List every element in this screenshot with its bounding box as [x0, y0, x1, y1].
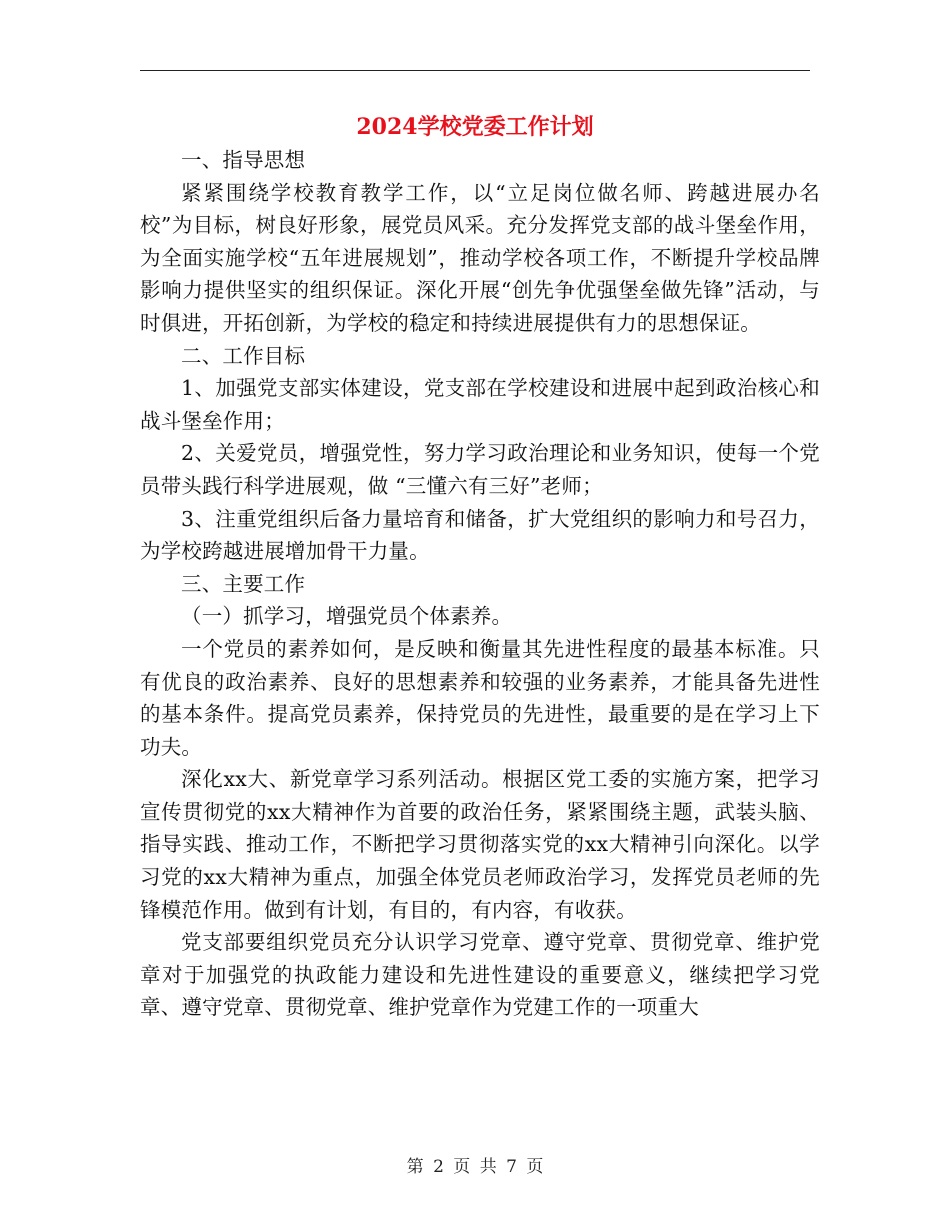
subsection-heading-study: （一）抓学习，增强党员个体素养。 — [181, 604, 513, 629]
section-heading-guiding-thought: 一、指导思想 — [181, 148, 306, 172]
goal-item-2: 2、关爱党员，增强党性，努力学习政治理论和业务知识，使每一个党员带头践行科学进展观，做 “三懂六有三好”老师； — [140, 441, 820, 498]
goal-item-1: 1、加强党支部实体建设，党支部在学校建设和进展中起到政治核心和战斗堡垒作用； — [140, 376, 820, 433]
section-heading-main-work: 三、主要工作 — [181, 571, 306, 596]
body-paragraph: 深化xx大、新党章学习系列活动。根据区党工委的实施方案，把学习宣传贯彻党的xx大精神作为首要的政治任务，紧紧围绕主题，武装头脑、指导实践、推动工作，不断把学习贯彻落实党的xx大精神引向深化。以学习党的xx大精神为重点，加强全体党员老师政治学习，发挥党员老师的先锋模范作用。做到有计划，有目的，有内容，有收获。 — [140, 767, 820, 922]
body-paragraph: 党支部要组织党员充分认识学习党章、遵守党章、贯彻党章、维护党章对于加强党的执政能力建设和先进性建设的重要意义，继续把学习党章、遵守党章、贯彻党章、维护党章作为党建工作的一项重大 — [140, 930, 820, 1020]
document-body — [140, 144, 820, 1024]
body-paragraph: 紧紧围绕学校教育教学工作，以“立足岗位做名师、跨越进展办名校”为目标，树良好形象，展党员风采。充分发挥党支部的战斗堡垒作用，为全面实施学校“五年进展规划”，推动学校各项工作，不断提升学校品牌影响力提供坚实的组织保证。深化开展“创先争优强堡垒做先锋”活动，与时俱进，开拓创新，为学校的稳定和持续进展提供有力的思想保证。 — [140, 180, 820, 335]
header-rule — [140, 70, 810, 71]
body-paragraph: 一个党员的素养如何，是反映和衡量其先进性程度的最基本标准。只有优良的政治素养、良好的思想素养和较强的业务素养，才能具备先进性的基本条件。提高党员素养，保持党员的先进性，最重要的是在学习上下功夫。 — [140, 636, 820, 759]
goal-item-3: 3、注重党组织后备力量培育和储备，扩大党组织的影响力和号召力，为学校跨越进展增加骨干力量。 — [140, 506, 820, 564]
section-heading-work-goals: 二、工作目标 — [181, 343, 306, 368]
document-title: 2024学校党委工作计划 — [356, 114, 594, 140]
page-number-footer: 第 2 页 共 7 页 — [406, 1157, 544, 1177]
